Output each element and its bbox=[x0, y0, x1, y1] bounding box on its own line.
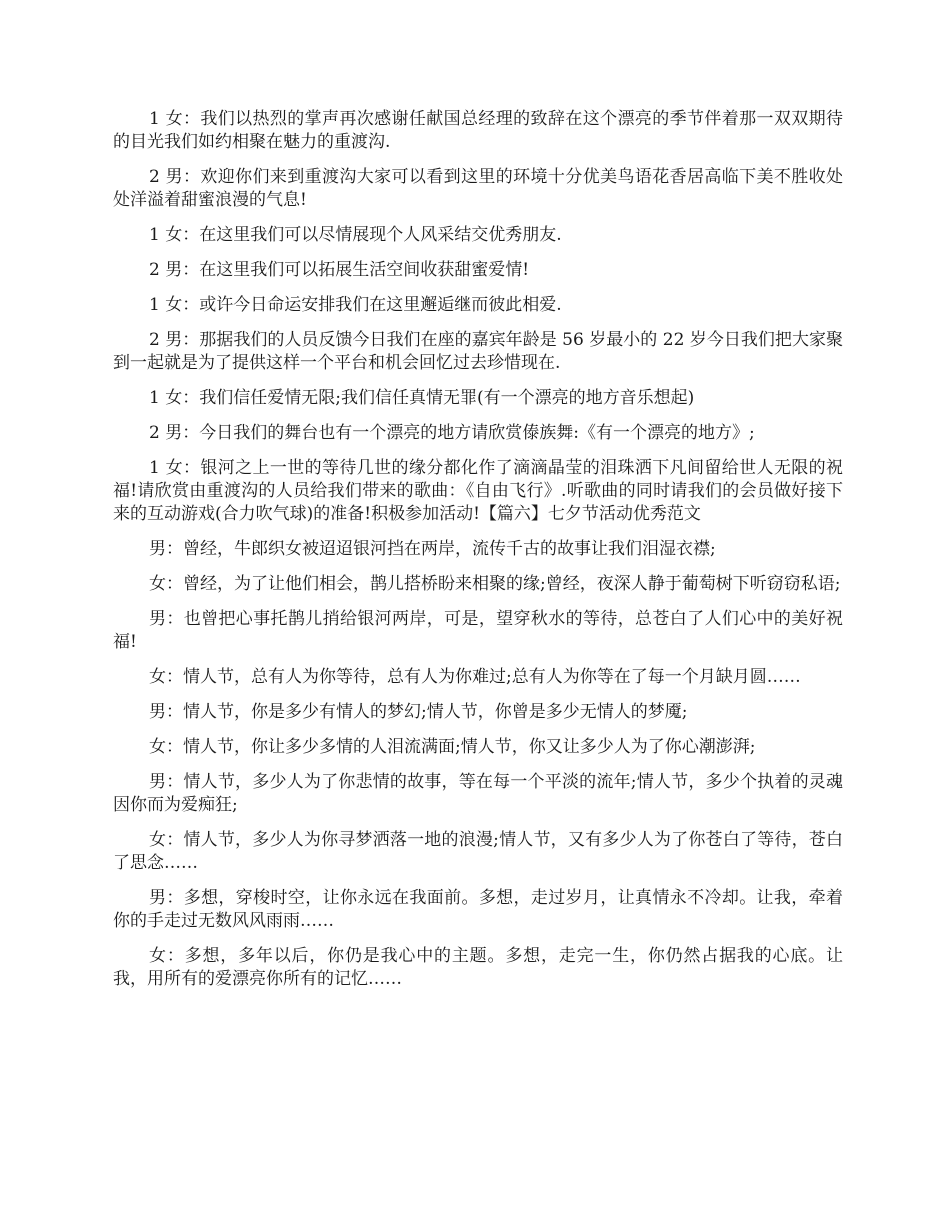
paragraph: 1 女：我们以热烈的掌声再次感谢任献国总经理的致辞在这个漂亮的季节伴着那一双双期待的目光我们如约相聚在魅力的重渡沟. bbox=[113, 109, 843, 152]
paragraph: 2 男：欢迎你们来到重渡沟大家可以看到这里的环境十分优美鸟语花香居高临下美不胜收处处洋溢着甜蜜浪漫的气息! bbox=[113, 167, 843, 210]
paragraph: 男：情人节，你是多少有情人的梦幻;情人节，你曾是多少无情人的梦魇; bbox=[149, 702, 688, 722]
paragraph: 1 女：银河之上一世的等待几世的缘分都化作了滴滴晶莹的泪珠洒下凡间留给世人无限的祝福!请欣赏由重渡沟的人员给我们带来的歌曲：《自由飞行》.听歌曲的同时请我们的会员做好接下来的互动游戏(合力吹气球)的准备!积极参加活动!【篇六】七夕节活动优秀范文 bbox=[113, 458, 843, 524]
paragraph: 2 男：今日我们的舞台也有一个漂亮的地方请欣赏傣族舞:《有一个漂亮的地方》; bbox=[149, 423, 755, 443]
paragraph: 2 男：在这里我们可以拓展生活空间收获甜蜜爱情! bbox=[149, 260, 530, 280]
paragraph: 男：情人节，多少人为了你悲情的故事，等在每一个平淡的流年;情人节，多少个执着的灵魂因你而为爱痴狂; bbox=[113, 772, 843, 815]
paragraph: 1 女：在这里我们可以尽情展现个人风采结交优秀朋友. bbox=[149, 225, 562, 245]
paragraph: 女：情人节，多少人为你寻梦洒落一地的浪漫;情人节，又有多少人为了你苍白了等待，苍白了思念…… bbox=[113, 830, 843, 873]
paragraph: 男：多想，穿梭时空，让你永远在我面前。多想，走过岁月，让真情永不冷却。让我，牵着你的手走过无数风风雨雨…… bbox=[113, 888, 843, 931]
paragraph: 2 男：那据我们的人员反馈今日我们在座的嘉宾年龄是 56 岁最小的 22 岁今日我们把大家聚到一起就是为了提供这样一个平台和机会回忆过去珍惜现在. bbox=[113, 330, 843, 373]
paragraph: 女：多想，多年以后，你仍是我心中的主题。多想，走完一生，你仍然占据我的心底。让我，用所有的爱漂亮你所有的记忆…… bbox=[113, 946, 843, 989]
paragraph: 男：也曾把心事托鹊儿捎给银河两岸，可是，望穿秋水的等待，总苍白了人们心中的美好祝福! bbox=[113, 609, 843, 652]
paragraph: 女：情人节，你让多少多情的人泪流满面;情人节，你又让多少人为了你心潮澎湃; bbox=[149, 737, 756, 757]
paragraph: 男：曾经，牛郎织女被迢迢银河挡在两岸，流传千古的故事让我们泪湿衣襟; bbox=[149, 539, 716, 559]
paragraph: 女：情人节，总有人为你等待，总有人为你难过;总有人为你等在了每一个月缺月圆…… bbox=[149, 667, 801, 687]
paragraph: 1 女：我们信任爱情无限;我们信任真情无罪(有一个漂亮的地方音乐想起) bbox=[149, 388, 695, 408]
paragraph: 1 女：或许今日命运安排我们在这里邂逅继而彼此相爱. bbox=[149, 295, 562, 315]
paragraph: 女：曾经，为了让他们相会，鹊儿搭桥盼来相聚的缘;曾经，夜深人静于葡萄树下听窃窃私语; bbox=[149, 574, 841, 594]
document-body bbox=[113, 108, 843, 1003]
